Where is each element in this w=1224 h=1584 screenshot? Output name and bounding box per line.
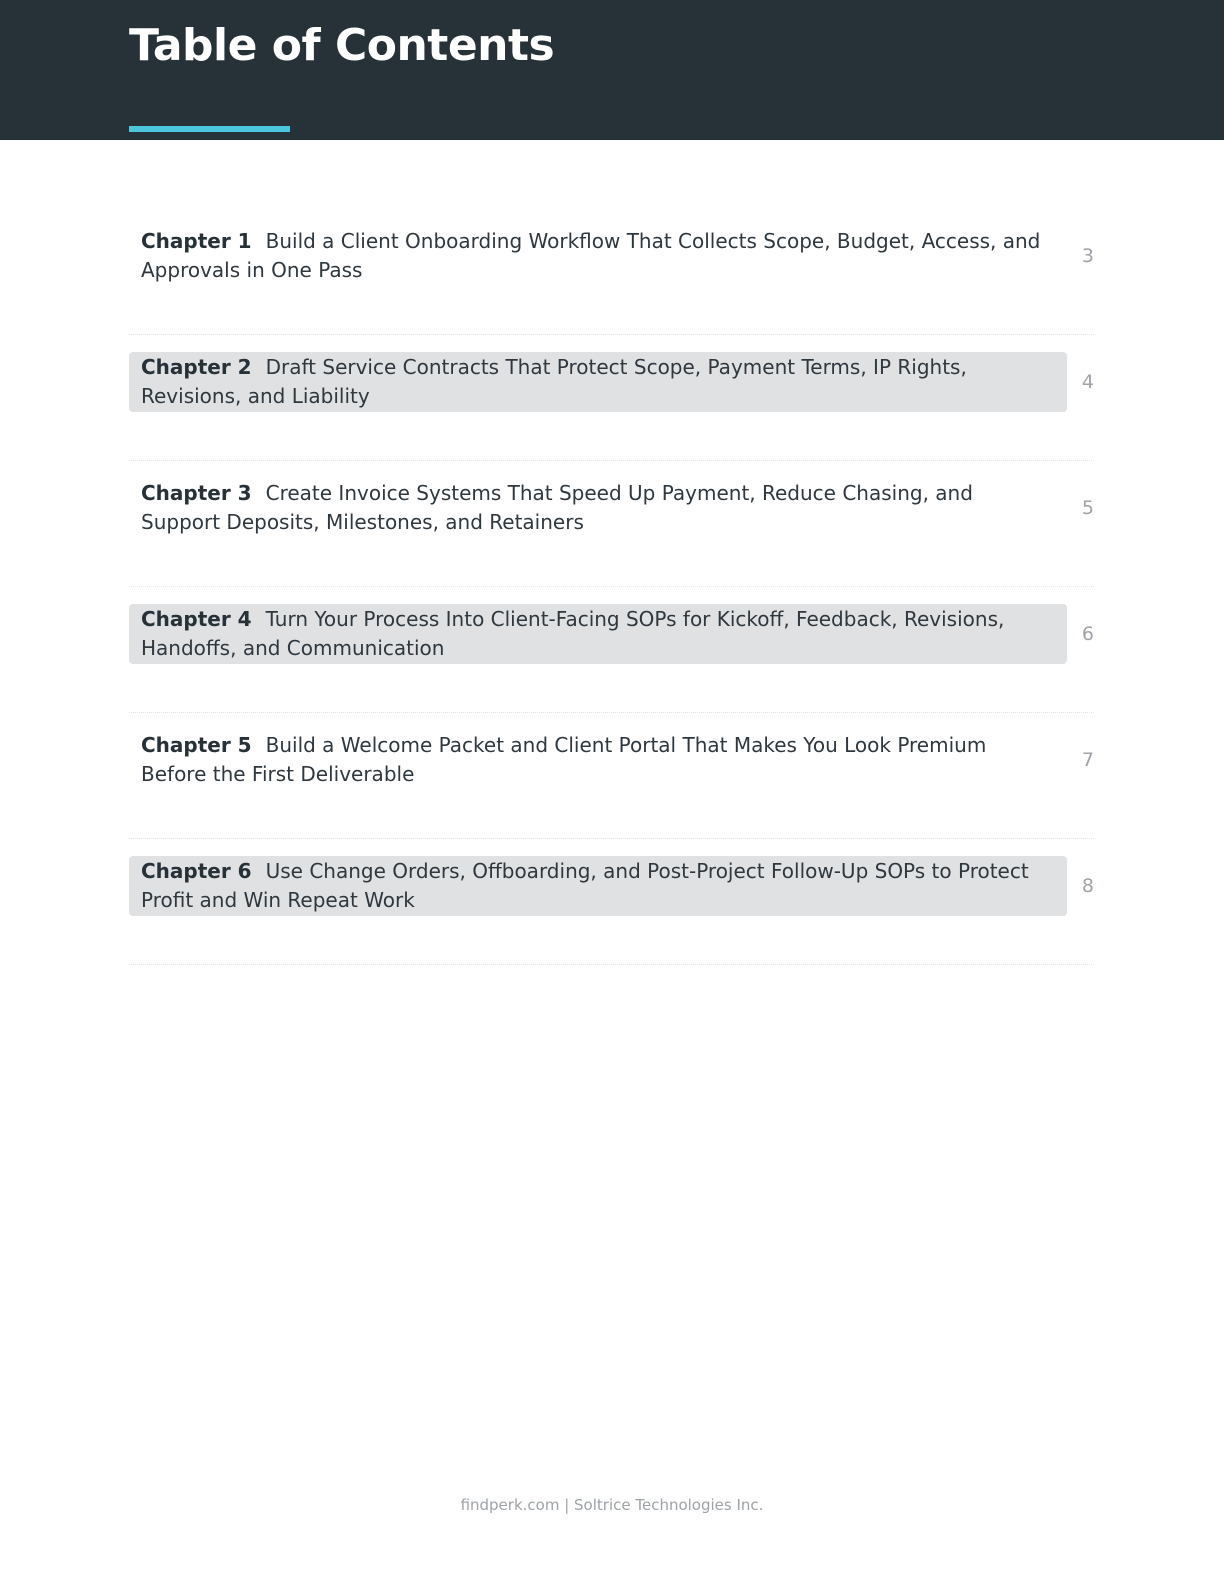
toc-entry-box [129, 352, 1067, 412]
toc-entry-box [129, 226, 1067, 286]
page-number: 7 [1081, 749, 1094, 771]
toc-entry-text [141, 731, 1055, 789]
toc-entry-text [141, 857, 1055, 915]
page-number: 4 [1081, 371, 1094, 393]
page-number: 5 [1081, 497, 1094, 519]
toc-entry[interactable] [129, 209, 1094, 335]
toc-entry-box [129, 604, 1067, 664]
page-number: 8 [1081, 875, 1094, 897]
table-of-contents [129, 209, 1094, 965]
chapter-title: Draft Service Contracts That Protect Scope, Payment Terms, IP Rights, Revisions, and Liability [141, 355, 967, 408]
page-number: 3 [1081, 245, 1094, 267]
page-title: Table of Contents [129, 20, 555, 71]
chapter-title: Create Invoice Systems That Speed Up Payment, Reduce Chasing, and Support Deposits, Milestones, and Retainers [141, 481, 973, 534]
chapter-label: Chapter 1 [141, 229, 252, 253]
toc-entry-text [141, 605, 1055, 663]
toc-entry[interactable] [129, 713, 1094, 839]
page-footer: findperk.com | Soltrice Technologies Inc. [460, 1496, 764, 1514]
chapter-label: Chapter 4 [141, 607, 252, 631]
title-accent-bar [129, 126, 290, 132]
page-header [0, 0, 1224, 140]
toc-entry-text [141, 353, 1055, 411]
chapter-title: Build a Client Onboarding Workflow That Collects Scope, Budget, Access, and Approvals in One Pass [141, 229, 1041, 282]
toc-entry-box [129, 478, 1067, 538]
chapter-title: Turn Your Process Into Client-Facing SOPs for Kickoff, Feedback, Revisions, Handoffs, and Communication [141, 607, 1005, 660]
toc-entry-text [141, 227, 1055, 285]
toc-entry[interactable] [129, 839, 1094, 965]
toc-entry[interactable] [129, 335, 1094, 461]
chapter-title: Use Change Orders, Offboarding, and Post-Project Follow-Up SOPs to Protect Profit and Win Repeat Work [141, 859, 1029, 912]
chapter-label: Chapter 2 [141, 355, 252, 379]
toc-entry[interactable] [129, 461, 1094, 587]
toc-entry-text [141, 479, 1055, 537]
page-number: 6 [1081, 623, 1094, 645]
chapter-label: Chapter 3 [141, 481, 252, 505]
toc-entry[interactable] [129, 587, 1094, 713]
toc-entry-box [129, 730, 1067, 790]
chapter-title: Build a Welcome Packet and Client Portal That Makes You Look Premium Before the First Deliverable [141, 733, 987, 786]
chapter-label: Chapter 6 [141, 859, 252, 883]
toc-entry-box [129, 856, 1067, 916]
chapter-label: Chapter 5 [141, 733, 252, 757]
